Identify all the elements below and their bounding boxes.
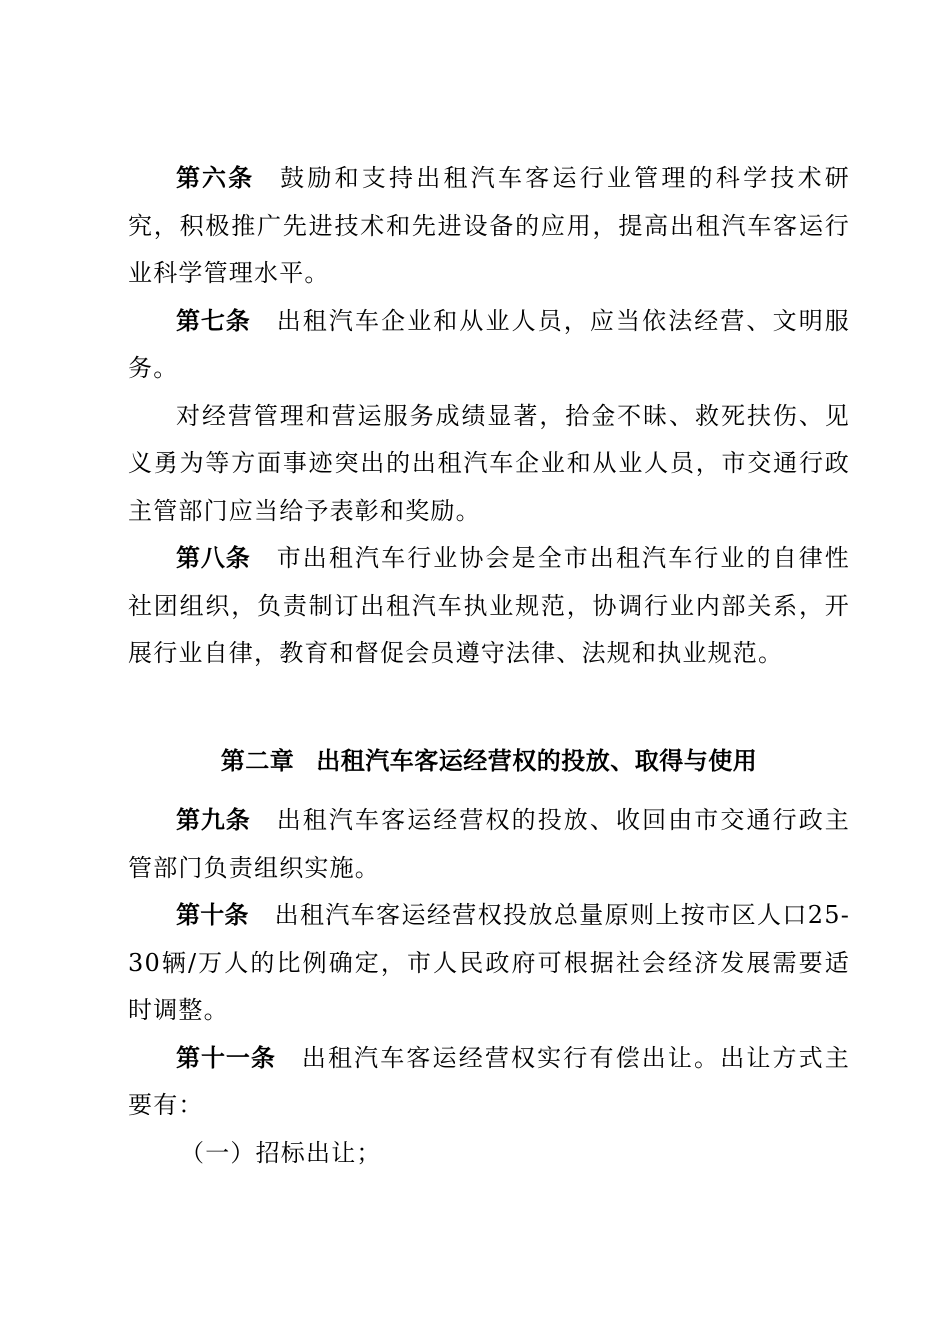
- article-text: 市出租汽车行业协会是全市出租汽车行业的自律性社团组织，负责制订出租汽车执业规范，协调行业内部关系，开展行业自律，教育和督促会员遵守法律、法规和执业规范。: [128, 544, 850, 667]
- article-label: 第十一条: [176, 1043, 276, 1072]
- article-10: [128, 892, 850, 1035]
- article-9: [128, 797, 850, 892]
- document-body: [128, 155, 850, 1177]
- list-item: （一）招标出让；: [180, 1138, 382, 1167]
- chapter-title: 出租汽车客运经营权的投放、取得与使用: [316, 746, 758, 775]
- article-6: [128, 155, 850, 298]
- chapter-number: 第二章: [220, 746, 295, 775]
- article-label: 第十条: [176, 901, 249, 929]
- article-7: [128, 298, 850, 393]
- article-7-paragraph-2: [128, 393, 850, 536]
- article-text: 对经营管理和营运服务成绩显著，拾金不昧、救死扶伤、见义勇为等方面事迹突出的出租汽车企业和从业人员，市交通行政主管部门应当给予表彰和奖励。: [128, 401, 850, 525]
- article-text: 出租汽车客运经营权投放总量原则上按市区人口25-30辆/万人的比例确定，市人民政府可根据社会经济发展需要适时调整。: [128, 901, 851, 1024]
- article-label: 第九条: [176, 806, 251, 834]
- article-label: 第八条: [176, 544, 251, 572]
- article-text: 鼓励和支持出租汽车客运行业管理的科学技术研究，积极推广先进技术和先进设备的应用，提高出租汽车客运行业科学管理水平。: [128, 164, 851, 287]
- article-8: [128, 535, 850, 678]
- article-label: 第七条: [176, 306, 251, 335]
- article-label: 第六条: [176, 164, 255, 192]
- chapter-heading: [128, 678, 850, 798]
- article-text: 出租汽车客运经营权的投放、收回由市交通行政主管部门负责组织实施。: [128, 806, 850, 882]
- article-text: 出租汽车企业和从业人员，应当依法经营、文明服务。: [128, 306, 850, 382]
- article-text: 出租汽车客运经营权实行有偿出让。出让方式主要有：: [128, 1043, 851, 1119]
- article-11: [128, 1035, 850, 1130]
